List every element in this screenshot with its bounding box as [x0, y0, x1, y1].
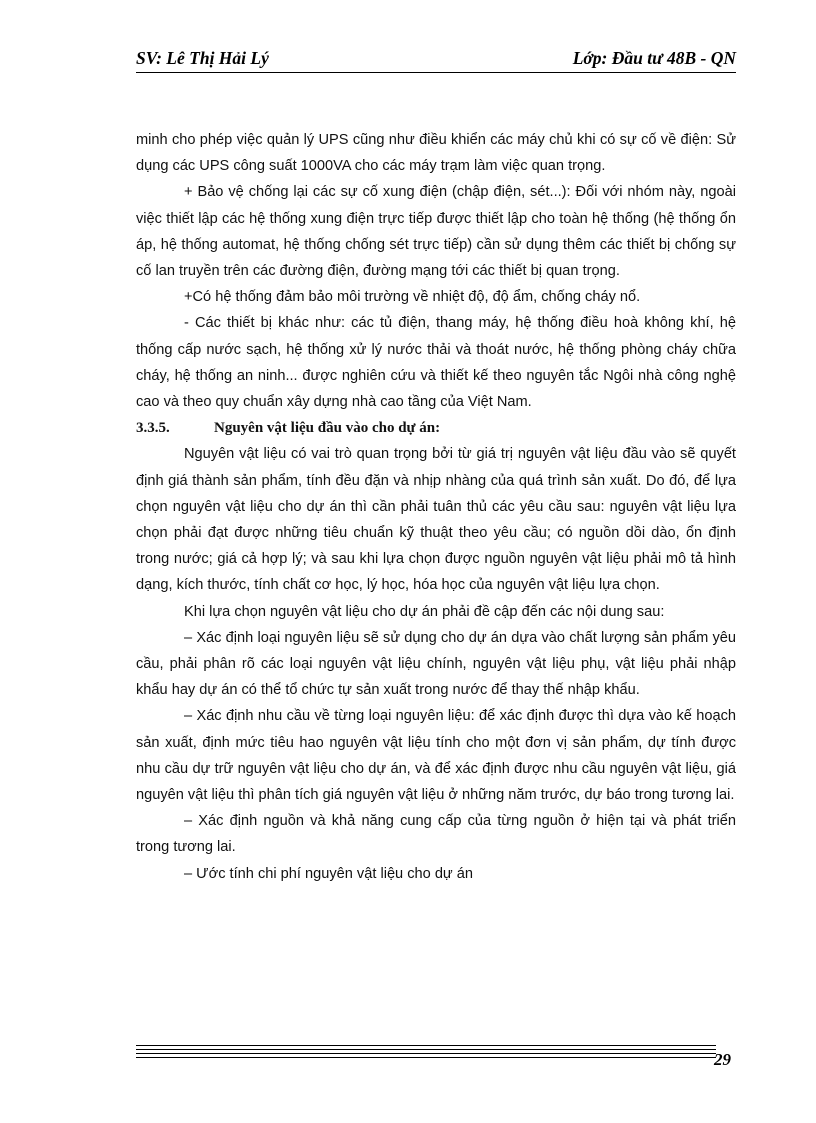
page-number: 29	[714, 1050, 731, 1069]
paragraph-material-sources: – Xác định nguồn và khả năng cung cấp của từng nguồn ở hiện tại và phát triển trong tương lai.	[136, 813, 736, 856]
section-number: 3.3.5.	[136, 420, 170, 437]
paragraph-materials-role: Nguyên vật liệu có vai trò quan trọng bởi từ giá trị nguyên vật liệu đầu vào sẽ quyết định giá thành sản phẩm, tính đều đặn và nhịp nhàng của quá trình sản xuất. Do đó, để lựa chọn nguyên vật liệu cho dự án thì cần phải tuân thủ các yêu cầu sau: nguyên vật liệu lựa chọn phải đạt được những tiêu chuẩn kỹ thuật theo yêu cầu; có nguồn dồi dào, ổn định trong nước; giá cả hợp lý; và sau khi lựa chọn được nguồn nguyên vật liệu phải mô tả hình dạng, kích thước, tính chất cơ học, lý học, hóa học của nguyên vật liệu lựa chọn.	[136, 446, 736, 594]
paragraph-other-equipment: - Các thiết bị khác như: các tủ điện, thang máy, hệ thống điều hoà không khí, hệ thống cấp nước sạch, hệ thống xử lý nước thải và thoát nước, hệ thống phòng cháy chữa cháy, hệ thống an ninh... được nghiên cứu và thiết kế theo nguyên tắc Ngôi nhà công nghệ cao và theo quy chuẩn xây dựng nhà cao tầng của Việt Nam.	[136, 315, 736, 411]
section-heading	[136, 415, 736, 441]
paragraph-material-cost: – Ước tính chi phí nguyên vật liệu cho dự án	[184, 865, 473, 882]
section-title: Nguyên vật liệu đầu vào cho dự án:	[214, 420, 441, 437]
page-body	[136, 127, 736, 887]
student-name: SV: Lê Thị Hải Lý	[136, 48, 269, 68]
page-header	[136, 44, 736, 78]
footer-divider	[136, 1057, 716, 1058]
paragraph-ups: minh cho phép việc quản lý UPS cũng như điều khiển các máy chủ khi có sự cố về điện: Sử dụng các UPS công suất 1000VA cho các máy trạm làm việc quan trọng.	[136, 132, 736, 175]
class-name: Lớp: Đầu tư 48B - QN	[572, 48, 736, 68]
footer-divider	[136, 1045, 716, 1046]
paragraph-material-demand: – Xác định nhu cầu về từng loại nguyên liệu: để xác định được thì dựa vào kế hoạch sản xuất, định mức tiêu hao nguyên vật liệu tính cho một đơn vị sản phẩm, dự tính được nhu cầu dự trữ nguyên vật liệu cho dự án, và để xác định được nhu cầu nguyên vật liệu, giá nguyên vật liệu thì phân tích giá nguyên vật liệu ở những năm trước, dự báo trong tương lai.	[136, 708, 736, 804]
footer-divider	[136, 1049, 716, 1050]
paragraph-materials-content: Khi lựa chọn nguyên vật liệu cho dự án phải đề cập đến các nội dung sau:	[184, 603, 665, 620]
header-divider	[136, 72, 736, 73]
footer-divider	[136, 1053, 716, 1054]
paragraph-environment: +Có hệ thống đảm bảo môi trường về nhiệt độ, độ ẩm, chống cháy nổ.	[184, 289, 641, 306]
paragraph-material-types: – Xác định loại nguyên liệu sẽ sử dụng cho dự án dựa vào chất lượng sản phẩm yêu cầu, phải phân rõ các loại nguyên vật liệu chính, nguyên vật liệu phụ, vật liệu phải nhập khẩu hay dự án có thể tổ chức tự sản xuất trong nước để thay thế nhập khẩu.	[136, 629, 736, 699]
paragraph-surge-protection: + Bảo vệ chống lại các sự cố xung điện (chập điện, sét...): Đối với nhóm này, ngoài việc thiết lập các hệ thống xung điện trực tiếp được thiết lập cho toàn hệ thống (hệ thống ổn áp, hệ thống automat, hệ thống chống sét trực tiếp) cần sử dụng thêm các thiết bị chống sự cố lan truyền trên các đường điện, đường mạng tới các thiết bị quan trọng.	[136, 184, 736, 280]
